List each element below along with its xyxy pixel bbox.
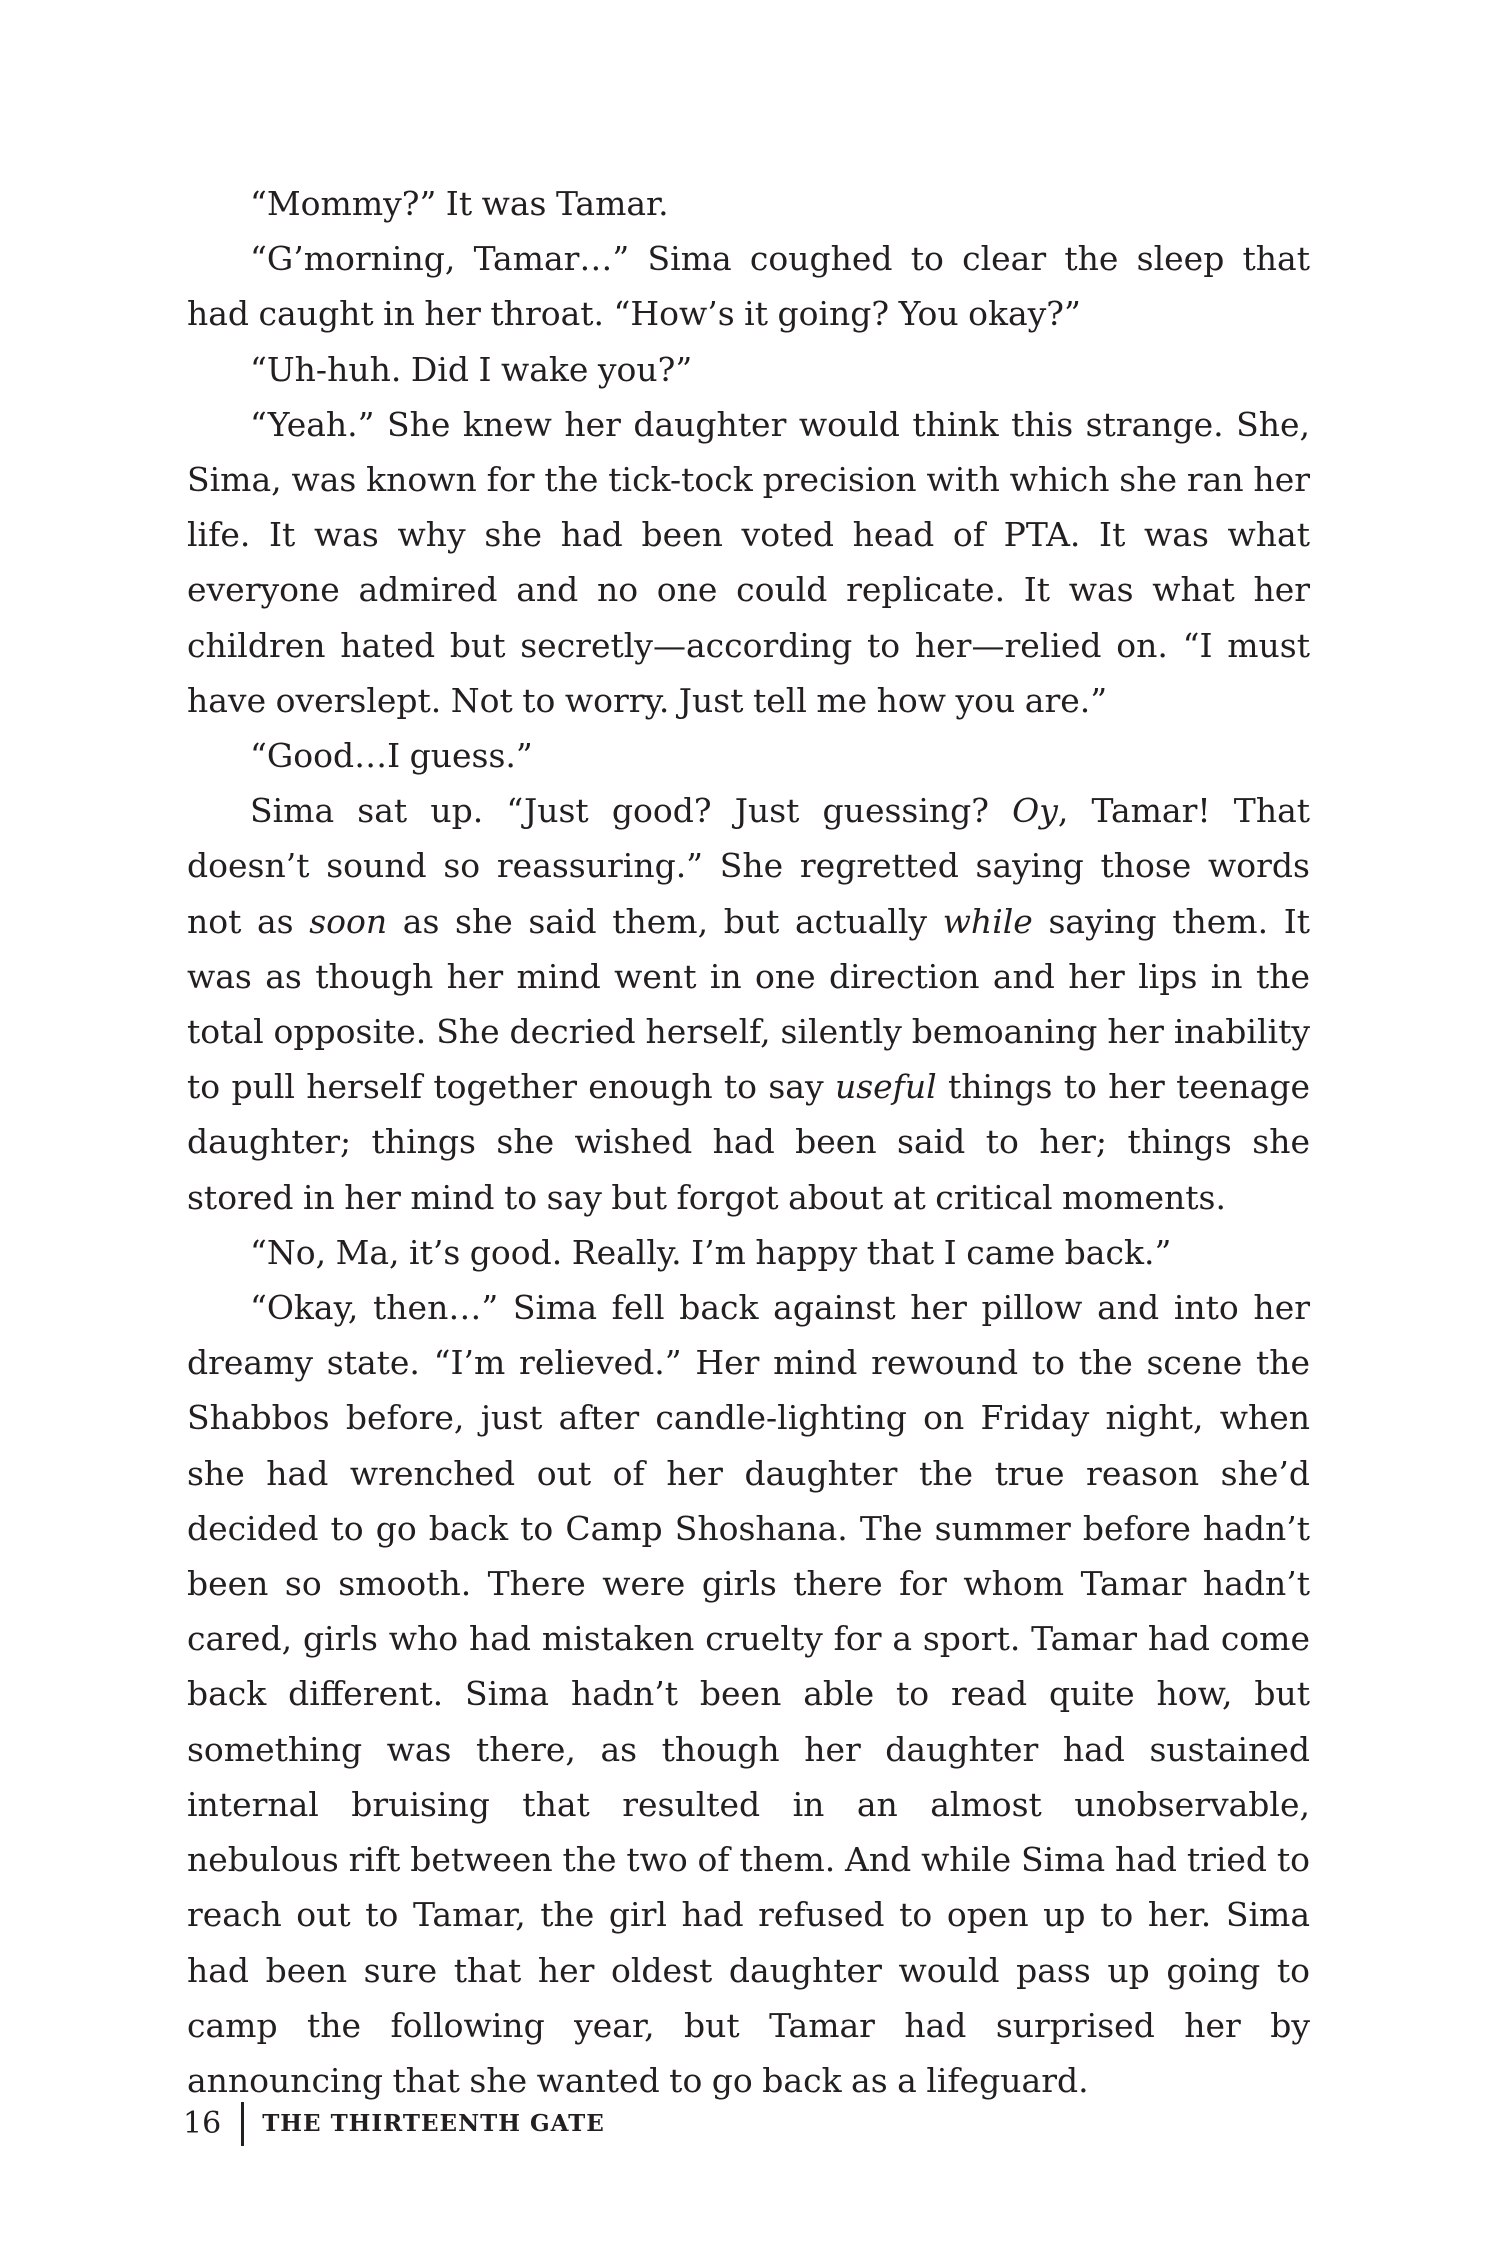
paragraph xyxy=(187,342,1310,397)
paragraph xyxy=(187,397,1310,728)
italic-text-run: Oy xyxy=(1012,791,1058,831)
text-run: Sima sat up. “Just good? Just guessing? xyxy=(250,791,1013,831)
text-run: saying them. It was as though her mind went in one direction and her lips in the total opposite. She decried herself, silently bemoaning her inability to pull herself together enough to say xyxy=(187,901,1310,1107)
italic-text-run: useful xyxy=(834,1067,937,1107)
page-number: 16 xyxy=(183,2106,222,2141)
paragraph xyxy=(187,1225,1310,1280)
text-run: “Mommy?” It was Tamar. xyxy=(250,184,669,223)
text-run: “Good…I guess.” xyxy=(250,736,533,776)
text-run: as she said them, but actually xyxy=(387,901,943,941)
text-run: “Uh-huh. Did I wake you?” xyxy=(250,349,693,389)
paragraph xyxy=(187,176,1310,231)
text-run: things to her teenage daughter; things she wished had been said to her; things she stored in her mind to say but forgot about at critical moments. xyxy=(187,1067,1310,1217)
paragraph xyxy=(187,728,1310,783)
body-text xyxy=(187,176,1310,2108)
text-run: , Tamar! That doesn’t sound so reassuring.” She regretted saying those words not as xyxy=(187,791,1311,941)
footer-divider xyxy=(241,2102,244,2146)
italic-text-run: soon xyxy=(309,901,388,941)
paragraph xyxy=(187,783,1310,1225)
italic-text-run: while xyxy=(942,901,1033,941)
text-run: “Yeah.” She knew her daughter would think this strange. She, Sima, was known for the tick-tock precision with which she ran her life. It was why she had been voted head of PTA. It was what everyone admired and no one could replicate. It was what her children hated but secretly—according to her—relied on. “I must have overslept. Not to worry. Just tell me how you are.” xyxy=(187,404,1310,720)
page-footer xyxy=(183,2099,605,2149)
text-run: “G’morning, Tamar…” Sima coughed to clear the sleep that had caught in her throat. “How’s it going? You okay?” xyxy=(187,239,1310,334)
running-head: THE THIRTEENTH GATE xyxy=(262,2110,605,2137)
paragraph xyxy=(187,231,1310,341)
text-run: “Okay, then…” Sima fell back against her pillow and into her dreamy state. “I’m relieved.” Her mind rewound to the scene the Shabbos before, just after candle-lighting on Friday night, when she had wrenched out of her daughter the true reason she’d decided to go back to Camp Shoshana. The summer before hadn’t been so smooth. There were girls there for whom Tamar hadn’t cared, girls who had mistaken cruelty for a sport. Tamar had come back different. Sima hadn’t been able to read quite how, but something was there, as though her daughter had sustained internal bruising that resulted in an almost unobservable, nebulous rift between the two of them. And while Sima had tried to reach out to Tamar, the girl had refused to open up to her. Sima had been sure that her oldest daughter would pass up going to camp the following year, but Tamar had surprised her by announcing that she wanted to go back as a lifeguard. xyxy=(187,1288,1310,2100)
text-run: “No, Ma, it’s good. Really. I’m happy that I came back.” xyxy=(250,1232,1172,1272)
paragraph xyxy=(187,1280,1310,2108)
